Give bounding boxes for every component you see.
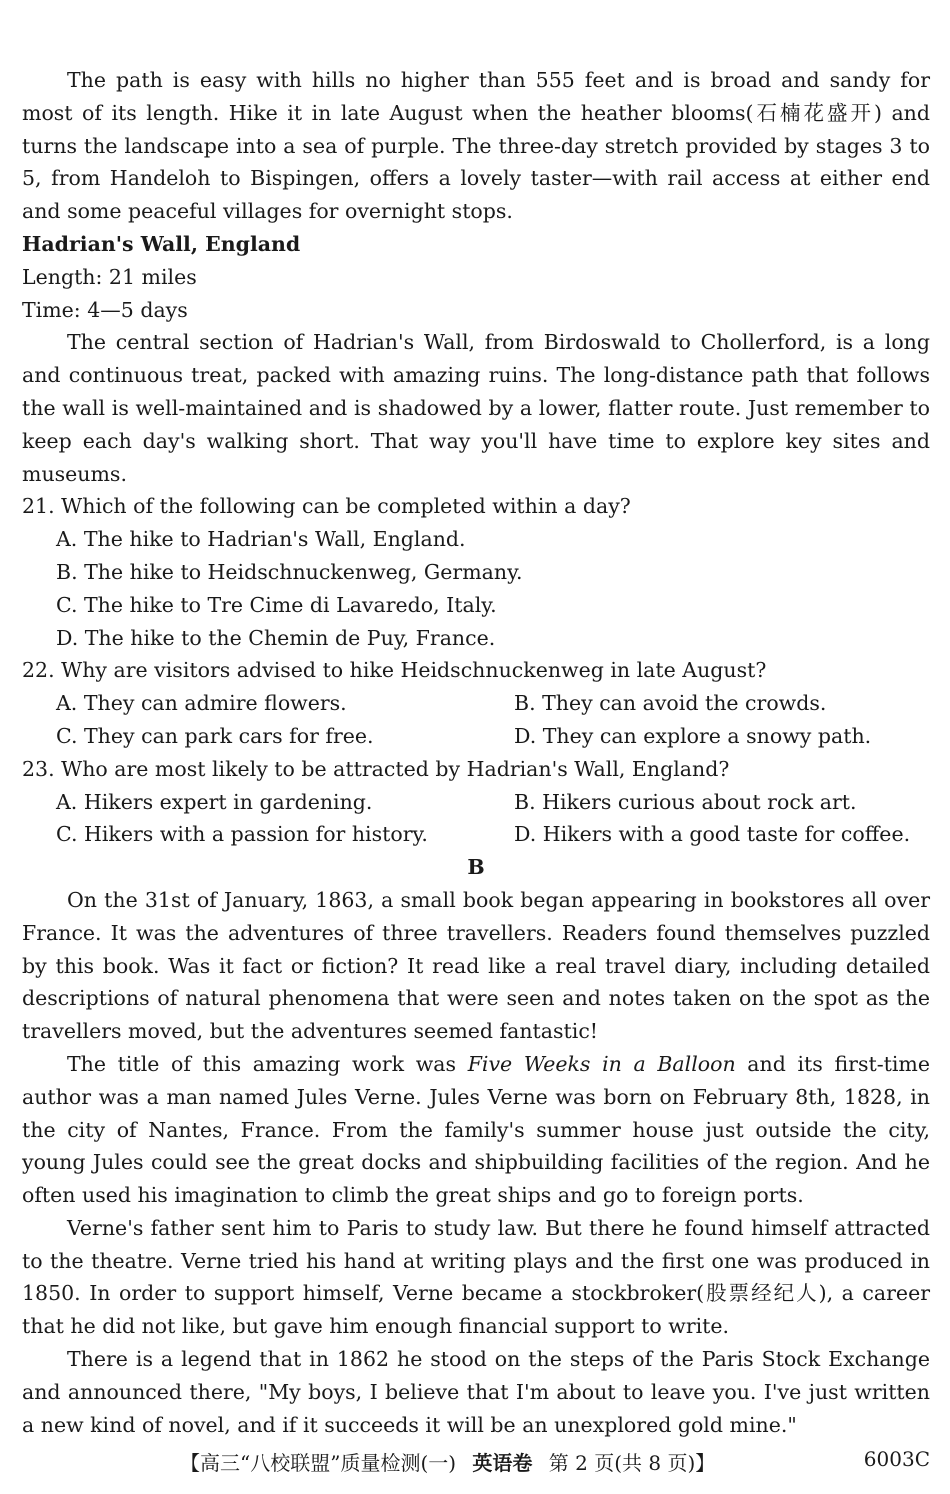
exam-name: 【高三“八校联盟”质量检测(一) — [180, 1451, 457, 1475]
option-a: A. The hike to Hadrian's Wall, England. — [56, 527, 466, 552]
option-a: A. They can admire flowers. — [56, 691, 347, 716]
page-number: 第 2 页(共 8 页)】 — [548, 1451, 716, 1475]
question-22 — [22, 654, 930, 752]
time-line: Time: 4—5 days — [22, 297, 188, 322]
section-heading-hadrians-wall: Hadrian's Wall, England — [22, 231, 301, 256]
option-d: D. Hikers with a good taste for coffee. — [514, 822, 911, 847]
option-row — [56, 687, 930, 720]
question-stem: 22. Why are visitors advised to hike Heidschnuckenweg in late August? — [22, 658, 767, 683]
paragraph-b2 — [22, 1048, 930, 1212]
option-row — [56, 786, 930, 819]
paper-code: 6003C — [863, 1447, 930, 1471]
option-a: A. Hikers expert in gardening. — [56, 789, 373, 814]
option-d: D. They can explore a snowy path. — [514, 723, 872, 748]
subject-name: 英语卷 — [472, 1451, 533, 1475]
exam-page — [22, 64, 930, 1441]
paragraph-heidschnuckenweg: The path is easy with hills no higher than 555 feet and is broad and sandy for most of its length. Hike it in late August when the heather blooms(石楠花盛开) and turns the landscape into a sea of purple. The three-day stretch provided by stages 3 to 5, from Handeloh to Bispingen, offers a lovely taster—with rail access at either end and some peaceful villages for overnight stops. — [22, 68, 930, 224]
length-line: Length: 21 miles — [22, 264, 197, 289]
option-row — [56, 720, 930, 753]
book-title: Five Weeks in a Balloon — [467, 1051, 736, 1076]
page-footer — [0, 1447, 950, 1481]
paragraph-b4: There is a legend that in 1862 he stood on the steps of the Paris Stock Exchange and announced there, "My boys, I believe that I'm about to leave you. I've just written a new kind of novel, and if it succeeds it will be an unexplored gold mine." — [22, 1347, 930, 1437]
paragraph-b1: On the 31st of January, 1863, a small book began appearing in bookstores all over France. It was the adventures of three travellers. Readers found themselves puzzled by this book. Was it fact or fiction? It read like a real travel diary, including detailed descriptions of natural phenomena that were seen and notes taken on the spot as the travellers moved, but the adventures seemed fantastic! — [22, 887, 930, 1044]
option-b: B. Hikers curious about rock art. — [514, 789, 857, 814]
question-stem: 23. Who are most likely to be attracted by Hadrian's Wall, England? — [22, 756, 730, 781]
question-21 — [22, 490, 930, 654]
footer-center — [180, 1447, 715, 1476]
option-d: D. The hike to the Chemin de Puy, France. — [56, 625, 496, 650]
option-c: C. Hikers with a passion for history. — [56, 822, 428, 847]
option-b: B. They can avoid the crowds. — [514, 691, 827, 716]
question-stem: 21. Which of the following can be completed within a day? — [22, 494, 631, 519]
paragraph-b3: Verne's father sent him to Paris to study law. But there he found himself attracted to the theatre. Verne tried his hand at writing plays and the first one was produced in 1850. In order to support himself, Verne became a stockbroker(股票经纪人), a career that he did not like, but gave him enough financial support to write. — [22, 1215, 930, 1339]
paragraph-text: The title of this amazing work was — [67, 1051, 468, 1076]
option-c: C. The hike to Tre Cime di Lavaredo, Italy. — [56, 592, 497, 617]
paragraph-text: and its first-time author was a man named Jules Verne. Jules Verne was born on February 8th, 1828, in the city of Nantes, France. From the family's summer house just outside the city, young Jules could see the great docks and shipbuilding facilities of the region. And he often used his imagination to climb the great ships and go to foreign ports. — [22, 1051, 930, 1208]
option-b: B. The hike to Heidschnuckenweg, Germany. — [56, 559, 523, 584]
paragraph-hadrians-wall: The central section of Hadrian's Wall, from Birdoswald to Chollerford, is a long and continuous treat, packed with amazing ruins. The long-distance path that follows the wall is well-maintained and is shadowed by a lower, flatter route. Just remember to keep each day's walking short. That way you'll have time to explore key sites and museums. — [22, 330, 930, 486]
option-c: C. They can park cars for free. — [56, 723, 374, 748]
section-b-heading: B — [467, 855, 485, 880]
question-23 — [22, 753, 930, 851]
option-row — [56, 818, 930, 851]
